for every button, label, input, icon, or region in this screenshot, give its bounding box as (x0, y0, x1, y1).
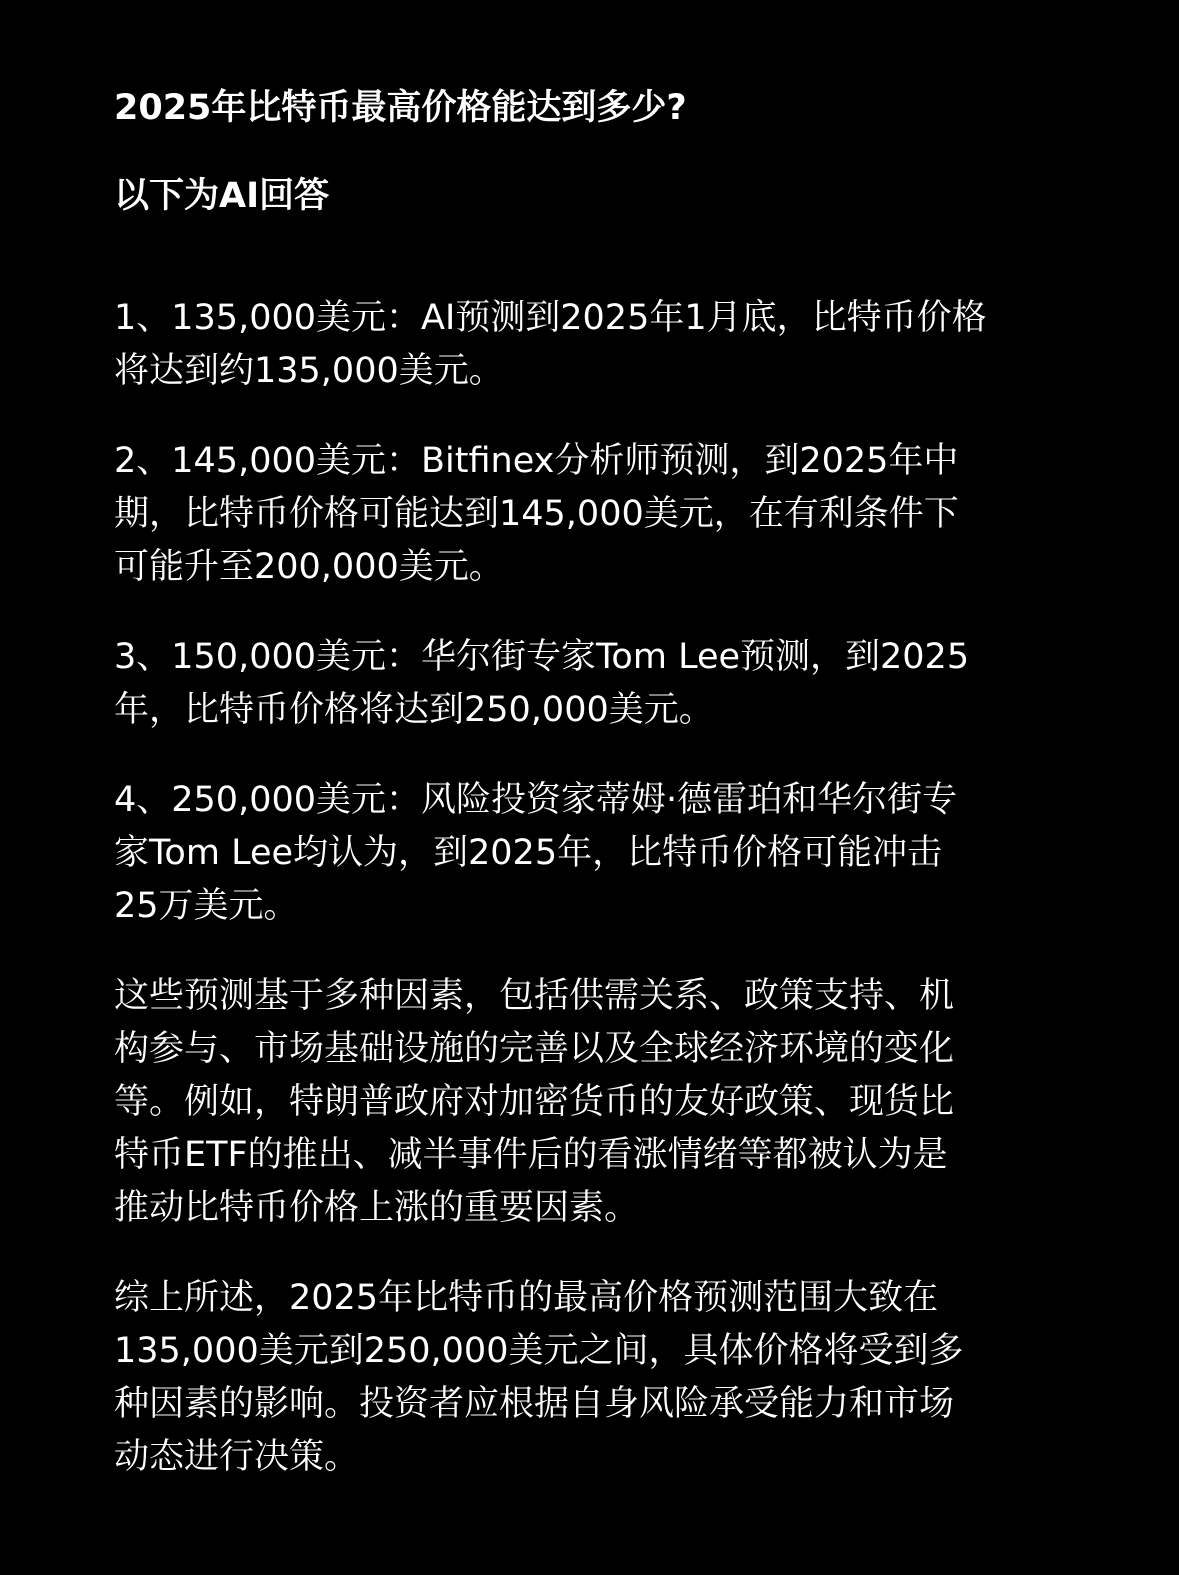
answer-line: 期，比特币价格可能达到145,000美元，在有利条件下 (114, 494, 959, 534)
answer-line: 等。例如，特朗普政府对加密货币的友好政策、现货比 (114, 1082, 955, 1122)
answer-line: 可能升至200,000美元。 (114, 547, 504, 587)
answer-item-3 (114, 631, 1074, 737)
question-title: 2025年比特币最高价格能达到多少? (114, 88, 687, 128)
answer-item-1 (114, 292, 1074, 398)
answer-line: 家Tom Lee均认为，到2025年，比特币价格可能冲击 (114, 833, 943, 873)
answer-item-2 (114, 435, 1074, 594)
answer-line: 年，比特币价格将达到250,000美元。 (114, 690, 714, 730)
answer-line: 动态进行决策。 (114, 1437, 360, 1477)
answer-line: 构参与、市场基础设施的完善以及全球经济环境的变化 (114, 1029, 955, 1069)
answer-line: 4、250,000美元：风险投资家蒂姆·德雷珀和华尔街专 (114, 780, 958, 820)
answer-line: 25万美元。 (114, 886, 299, 926)
summary-paragraph (114, 1272, 1074, 1484)
factors-paragraph (114, 970, 1074, 1235)
answer-line: 特币ETF的推出、减半事件后的看涨情绪等都被认为是 (114, 1135, 948, 1175)
answer-line: 推动比特币价格上涨的重要因素。 (114, 1188, 640, 1228)
answer-line: 135,000美元到250,000美元之间，具体价格将受到多 (114, 1331, 964, 1371)
answer-line: 3、150,000美元：华尔街专家Tom Lee预测，到2025 (114, 637, 970, 677)
ai-answer-heading: 以下为AI回答 (114, 176, 330, 216)
answer-line: 1、135,000美元：AI预测到2025年1月底，比特币价格 (114, 298, 987, 338)
answer-body (114, 292, 1074, 1484)
answer-line: 将达到约135,000美元。 (114, 351, 504, 391)
answer-line: 这些预测基于多种因素，包括供需关系、政策支持、机 (114, 976, 955, 1016)
answer-item-4 (114, 774, 1074, 933)
answer-page (114, 78, 1074, 1521)
answer-line: 2、145,000美元：Bitfinex分析师预测，到2025年中 (114, 441, 959, 481)
answer-line: 综上所述，2025年比特币的最高价格预测范围大致在 (114, 1278, 939, 1318)
answer-line: 种因素的影响。投资者应根据自身风险承受能力和市场 (114, 1384, 955, 1424)
